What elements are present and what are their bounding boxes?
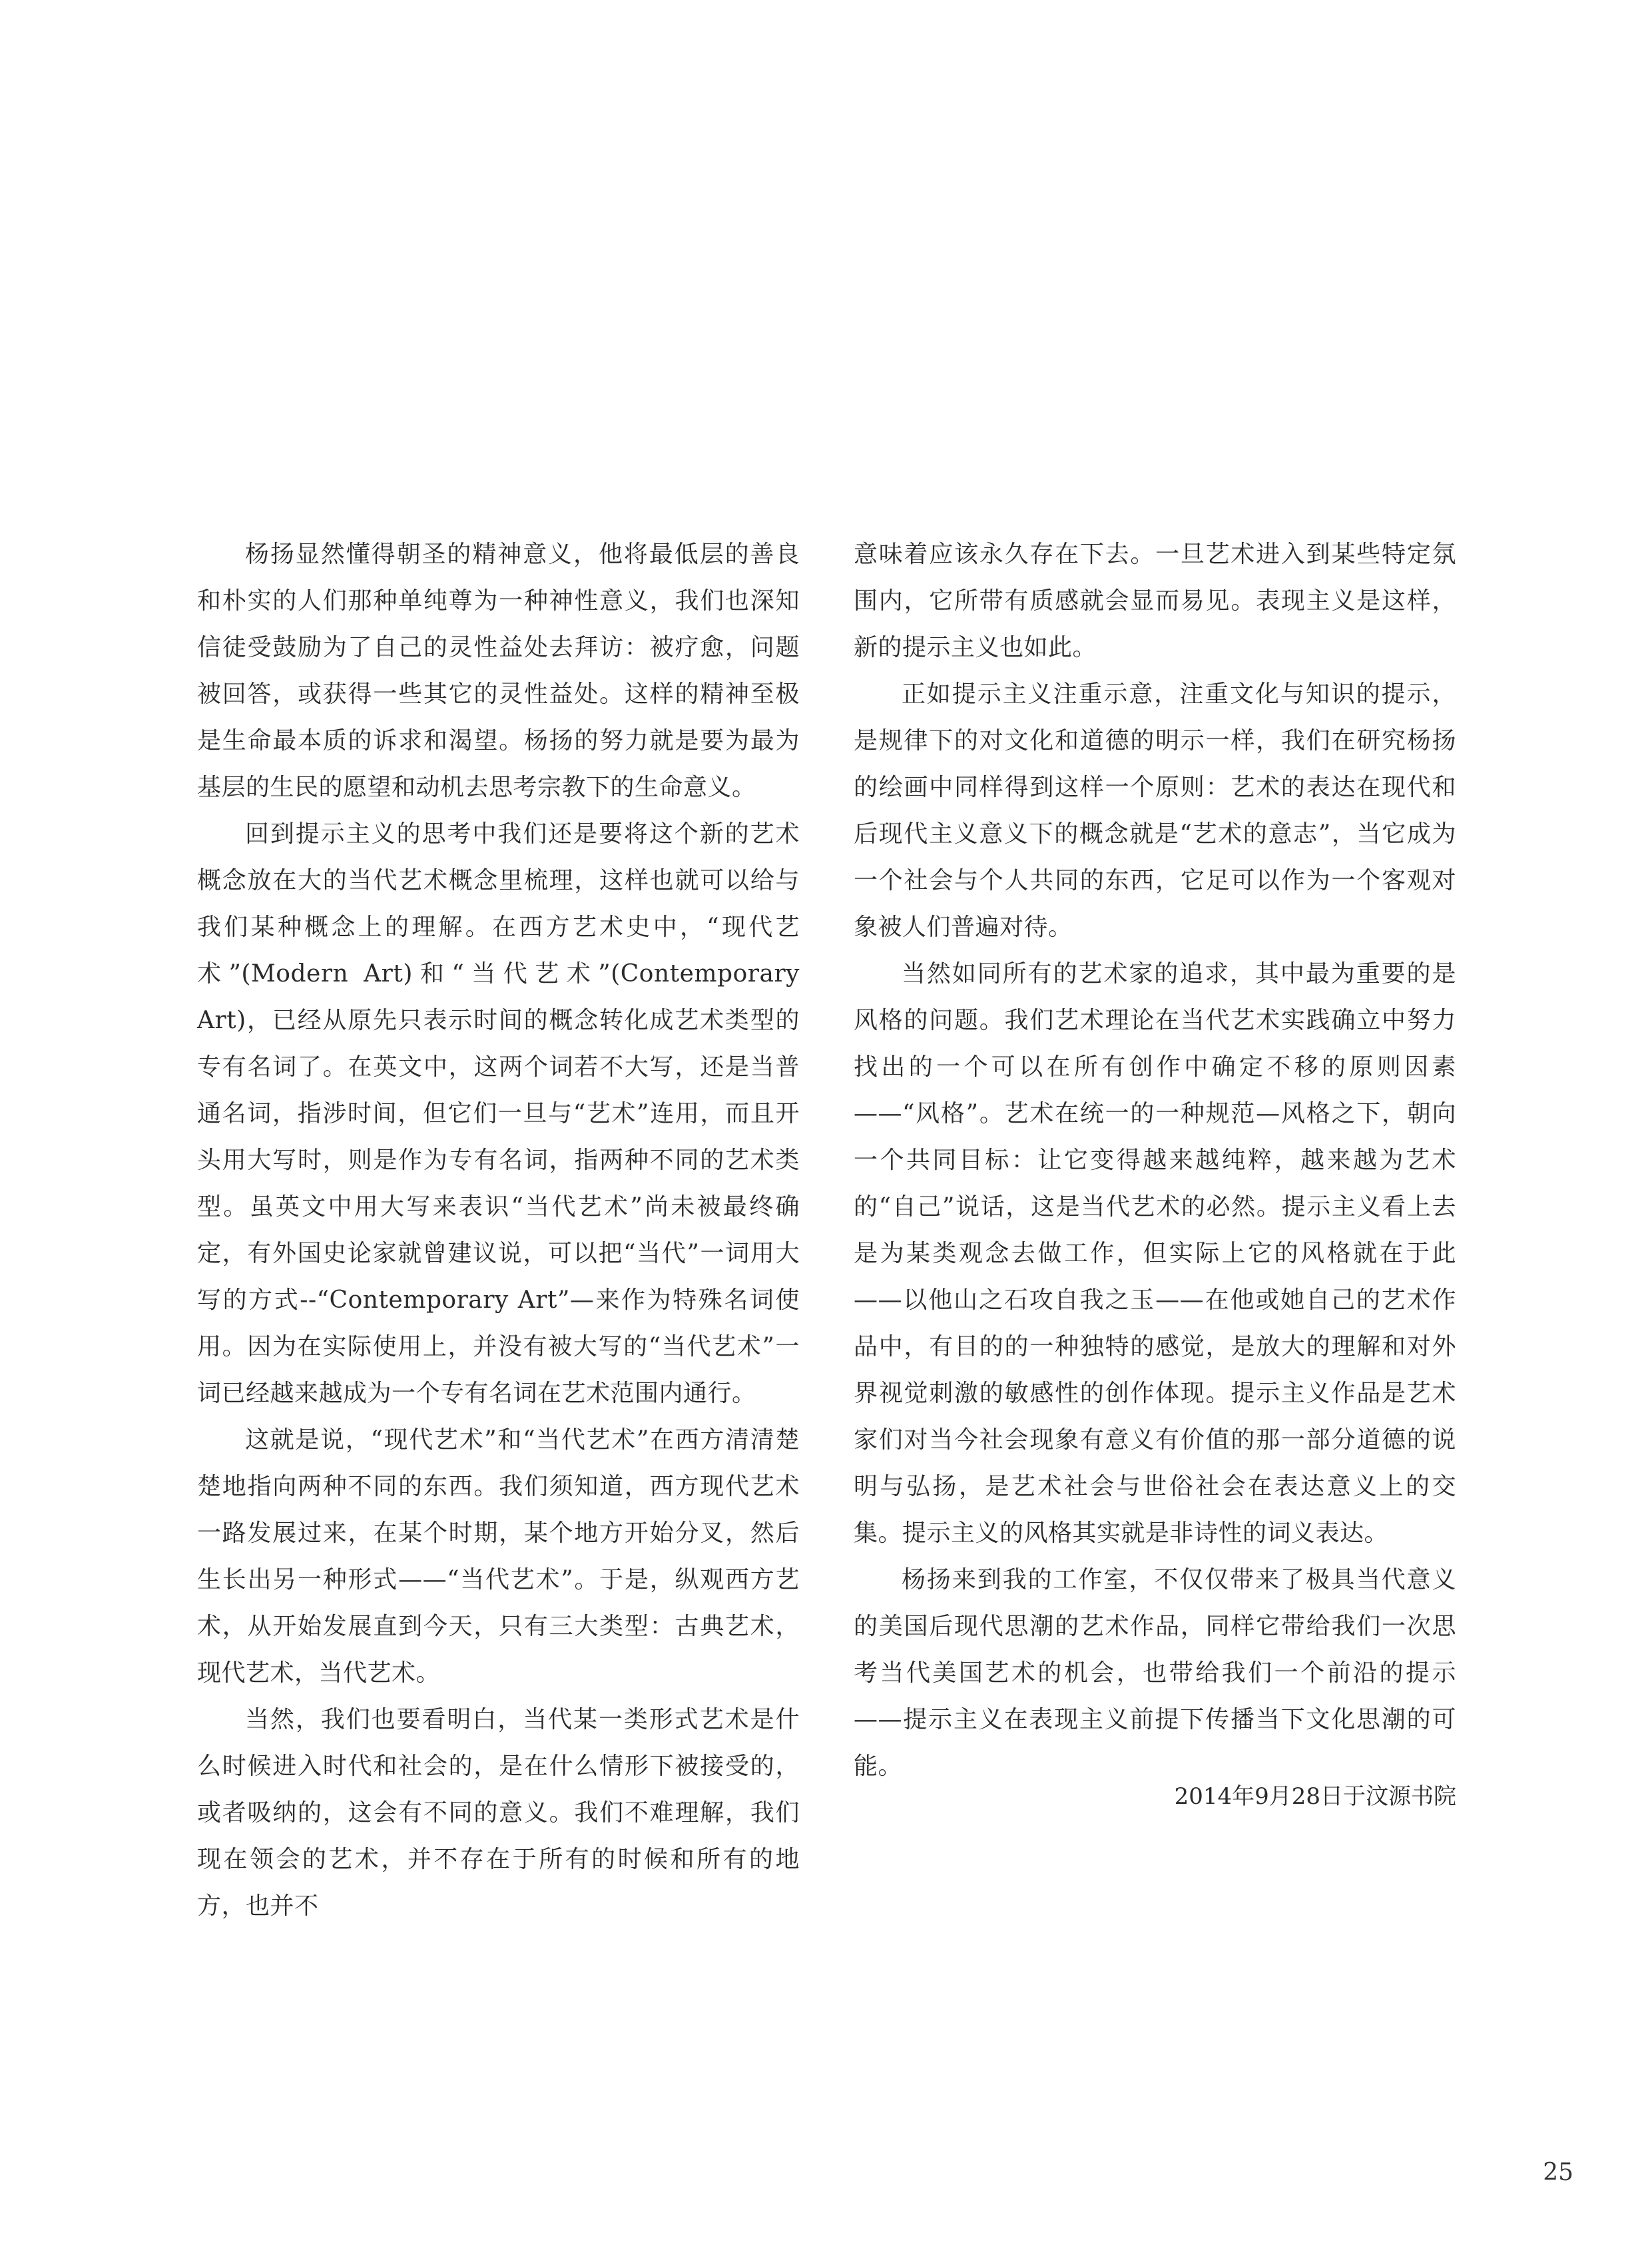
- right-text-column: [854, 531, 1456, 1790]
- paragraph-continuation: 意味着应该永久存在下去。一旦艺术进入到某些特定氛围内，它所带有质感就会显而易见。表现主义是这样，新的提示主义也如此。: [854, 541, 1456, 661]
- paragraph-style: 当然如同所有的艺术家的追求，其中最为重要的是风格的问题。我们艺术理论在当代艺术实践确立中努力找出的一个可以在所有创作中确定不移的原则因素——“风格”。艺术在统一的一种规范—风格之下，朝向一个共同目标：让它变得越来越纯粹，越来越为艺术的“自己”说话，这是当代艺术的必然。提示主义看上去是为某类观念去做工作，但实际上它的风格就在于此——以他山之石攻自我之玉——在他或她自己的艺术作品中，有目的的一种独特的感觉，是放大的理解和对外界视觉刺激的敏感性的创作体现。提示主义作品是艺术家们对当今社会现象有意义有价值的那一部分道德的说明与弘扬，是艺术社会与世俗社会在表达意义上的交集。提示主义的风格其实就是非诗性的词义表达。: [854, 960, 1456, 1547]
- paragraph-art-acceptance: 当然，我们也要看明白，当代某一类形式艺术是什么时候进入时代和社会的，是在什么情形下被接受的，或者吸纳的，这会有不同的意义。我们不难理解，我们现在领会的艺术，并不存在于所有的时候和所有的地方，也并不: [197, 1706, 800, 1920]
- paragraph-pilgrimage: 杨扬显然懂得朝圣的精神意义，他将最低层的善良和朴实的人们那种单纯尊为一种神性意义，我们也深知信徒受鼓励为了自己的灵性益处去拜访：被疗愈，问题被回答，或获得一些其它的灵性益处。这样的精神至极是生命最本质的诉求和渴望。杨扬的努力就是要为最为基层的生民的愿望和动机去思考宗教下的生命意义。: [197, 541, 800, 801]
- date-signature: 2014年9月28日于汶源书院: [1174, 1783, 1456, 1810]
- paragraph-hint-principle: 正如提示主义注重示意，注重文化与知识的提示，是规律下的对文化和道德的明示一样，我们在研究杨扬的绘画中同样得到这样一个原则：艺术的表达在现代和后现代主义意义下的概念就是“艺术的意志”，当它成为一个社会与个人共同的东西，它足可以作为一个客观对象被人们普遍对待。: [854, 681, 1456, 941]
- paragraph-contemporary-art-concept: 回到提示主义的思考中我们还是要将这个新的艺术概念放在大的当代艺术概念里梳理，这样也就可以给与我们某种概念上的理解。在西方艺术史中，“现代艺术”(Modern Art)和“当代艺术”(Contemporary Art)，已经从原先只表示时间的概念转化成艺术类型的专有名词了。在英文中，这两个词若不大写，还是当普通名词，指涉时间，但它们一旦与“艺术”连用，而且开头用大写时，则是作为专有名词，指两种不同的艺术类型。虽英文中用大写来表识“当代艺术”尚未被最终确定，有外国史论家就曾建议说，可以把“当代”一词用大写的方式--“Contemporary Art”—来作为特殊名词使用。因为在实际使用上，并没有被大写的“当代艺术”一词已经越来越成为一个专有名词在艺术范围内通行。: [197, 820, 800, 1407]
- page-number: 25: [1543, 2159, 1573, 2186]
- paragraph-studio-visit: 杨扬来到我的工作室，不仅仅带来了极具当代意义的美国后现代思潮的艺术作品，同样它带给我们一次思考当代美国艺术的机会，也带给我们一个前沿的提示——提示主义在表现主义前提下传播当下文化思潮的可能。: [854, 1566, 1456, 1780]
- left-text-column: [197, 531, 800, 1930]
- paragraph-modern-vs-contemporary: 这就是说，“现代艺术”和“当代艺术”在西方清清楚楚地指向两种不同的东西。我们须知道，西方现代艺术一路发展过来，在某个时期，某个地方开始分叉，然后生长出另一种形式——“当代艺术”。于是，纵观西方艺术，从开始发展直到今天，只有三大类型：古典艺术，现代艺术，当代艺术。: [197, 1426, 800, 1687]
